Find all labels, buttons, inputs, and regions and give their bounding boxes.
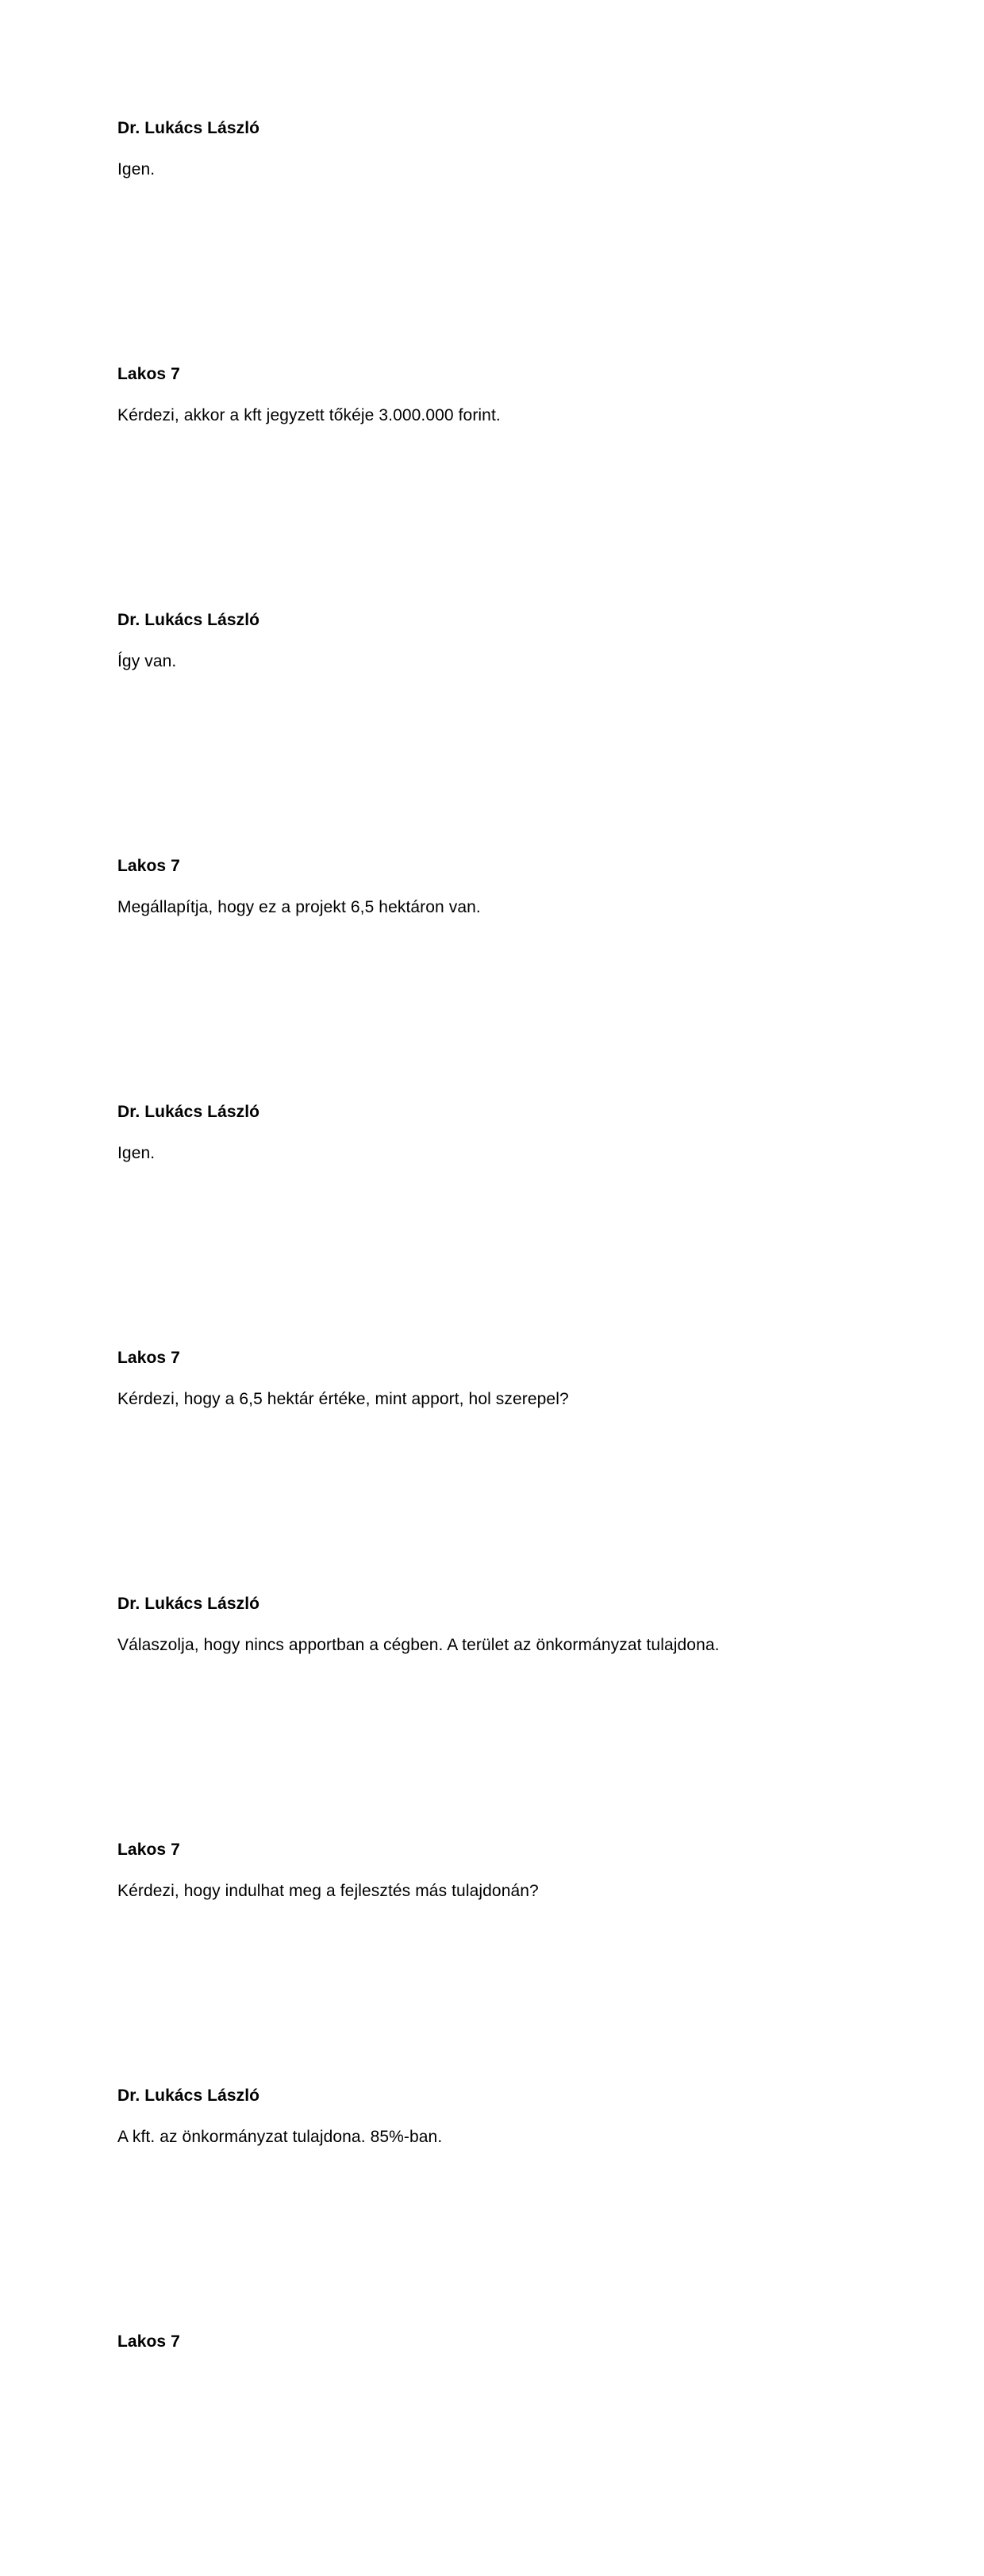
transcript-entry [117, 1346, 911, 1592]
statement-text: Kérdezi, hogy a 6,5 hektár értéke, mint apport, hol szerepel? [117, 1390, 569, 1408]
transcript-entry [117, 1838, 911, 2084]
statement-text: Így van. [117, 652, 177, 670]
transcript-entry [117, 2084, 911, 2330]
speaker-name: Lakos 7 [117, 1841, 180, 1859]
speaker-name: Lakos 7 [117, 1349, 180, 1367]
transcript-entry [117, 854, 911, 1100]
transcript-entry [117, 117, 911, 363]
statement-text: A kft. az önkormányzat tulajdona. 85%-ban. [117, 2128, 443, 2146]
speaker-name: Dr. Lukács László [117, 611, 260, 629]
statement-text: Kérdezi, akkor a kft jegyzett tőkéje 3.000.000 forint. [117, 406, 501, 424]
speaker-name: Lakos 7 [117, 2332, 180, 2351]
transcript [117, 117, 911, 2576]
speaker-name: Lakos 7 [117, 365, 180, 383]
speaker-name: Dr. Lukács László [117, 1103, 260, 1121]
transcript-entry [117, 2330, 911, 2576]
speaker-name: Dr. Lukács László [117, 2087, 260, 2105]
speaker-name: Dr. Lukács László [117, 119, 260, 137]
speaker-name: Lakos 7 [117, 857, 180, 875]
transcript-entry [117, 1100, 911, 1346]
transcript-entry [117, 363, 911, 608]
transcript-entry [117, 1592, 911, 1838]
transcript-entry [117, 608, 911, 854]
statement-text: Megállapítja, hogy ez a projekt 6,5 hektáron van. [117, 898, 481, 916]
statement-text: Igen. [117, 1144, 156, 1162]
statement-text: Kérdezi, hogy indulhat meg a fejlesztés más tulajdonán? [117, 1882, 539, 1900]
speaker-name: Dr. Lukács László [117, 1595, 260, 1613]
statement-text: Igen. [117, 160, 156, 179]
statement-text: Válaszolja, hogy nincs apportban a cégben. A terület az önkormányzat tulajdona. [117, 1636, 720, 1654]
